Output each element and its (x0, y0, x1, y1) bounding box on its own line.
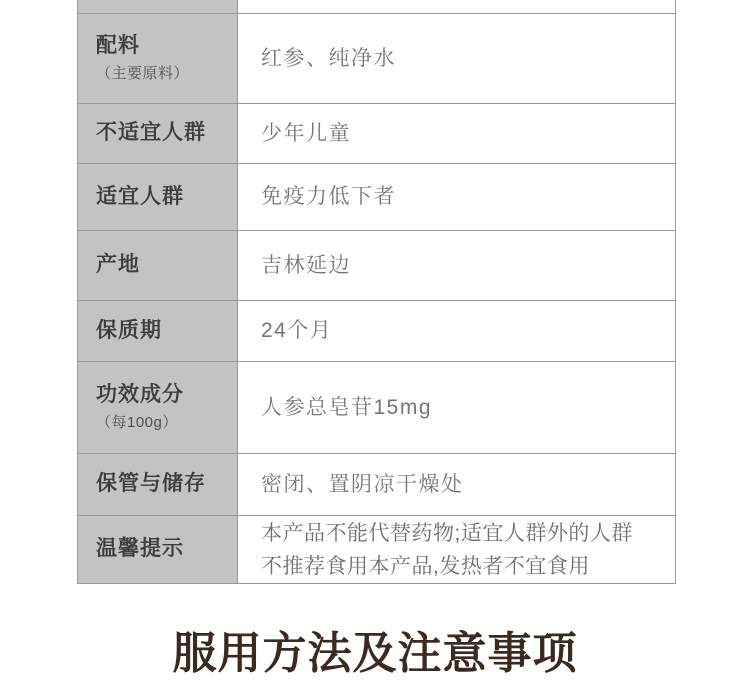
spec-label: 适宜人群 (96, 184, 184, 208)
spec-value-cell (238, 231, 675, 300)
spec-label: 保质期 (96, 318, 162, 342)
spec-sublabel: （每100g） (96, 414, 178, 432)
spec-label-cell (78, 301, 238, 361)
spec-value-cell (238, 516, 675, 583)
table-row-shelf-life (78, 300, 675, 361)
spec-label-cell (78, 231, 238, 300)
spec-value: 人参总皂苷15mg (261, 395, 433, 419)
spec-label: 功效成分 (96, 382, 184, 406)
spec-label-cell (78, 0, 238, 13)
table-row-suitable-group (78, 163, 675, 230)
spec-value: 免疫力低下者 (261, 185, 396, 209)
spec-label-cell (78, 362, 238, 453)
spec-table (77, 0, 676, 584)
spec-label-cell (78, 454, 238, 515)
spec-value: 少年儿童 (261, 121, 351, 145)
spec-value-cell (238, 104, 675, 163)
spec-value-cell (238, 454, 675, 515)
spec-sublabel: （主要原料） (96, 65, 190, 83)
table-row-origin (78, 230, 675, 300)
spec-value: 24个月 (261, 319, 333, 343)
spec-value-line: 不推荐食用本产品,发热者不宜食用 (261, 554, 590, 578)
spec-value-cell (238, 301, 675, 361)
spec-label: 不适宜人群 (96, 121, 206, 145)
spec-label: 配料 (96, 33, 140, 57)
spec-value-cell (238, 362, 675, 453)
table-row-ingredients (78, 13, 675, 103)
spec-value: 密闭、置阴凉干燥处 (261, 472, 464, 496)
spec-label-cell (78, 164, 238, 230)
table-row-tips (78, 515, 675, 583)
spec-label-cell (78, 516, 238, 583)
spec-label: 产地 (96, 253, 140, 277)
spec-value-cell (238, 164, 675, 230)
spec-label: 保管与储存 (96, 472, 206, 496)
spec-label-cell (78, 104, 238, 163)
table-row-storage (78, 453, 675, 515)
spec-value: 吉林延边 (261, 253, 351, 277)
spec-value-cell (238, 0, 675, 13)
section-heading: 服用方法及注意事项 (172, 629, 578, 678)
spec-value-cell (238, 14, 675, 103)
table-row-partial (78, 0, 675, 13)
spec-label-cell (78, 14, 238, 103)
table-row-unsuitable-group (78, 103, 675, 163)
spec-value-line: 本产品不能代替药物;适宜人群外的人群 (261, 521, 633, 545)
table-row-active-ingredient (78, 361, 675, 453)
spec-value: 红参、纯净水 (261, 46, 396, 70)
spec-label: 温馨提示 (96, 537, 184, 561)
